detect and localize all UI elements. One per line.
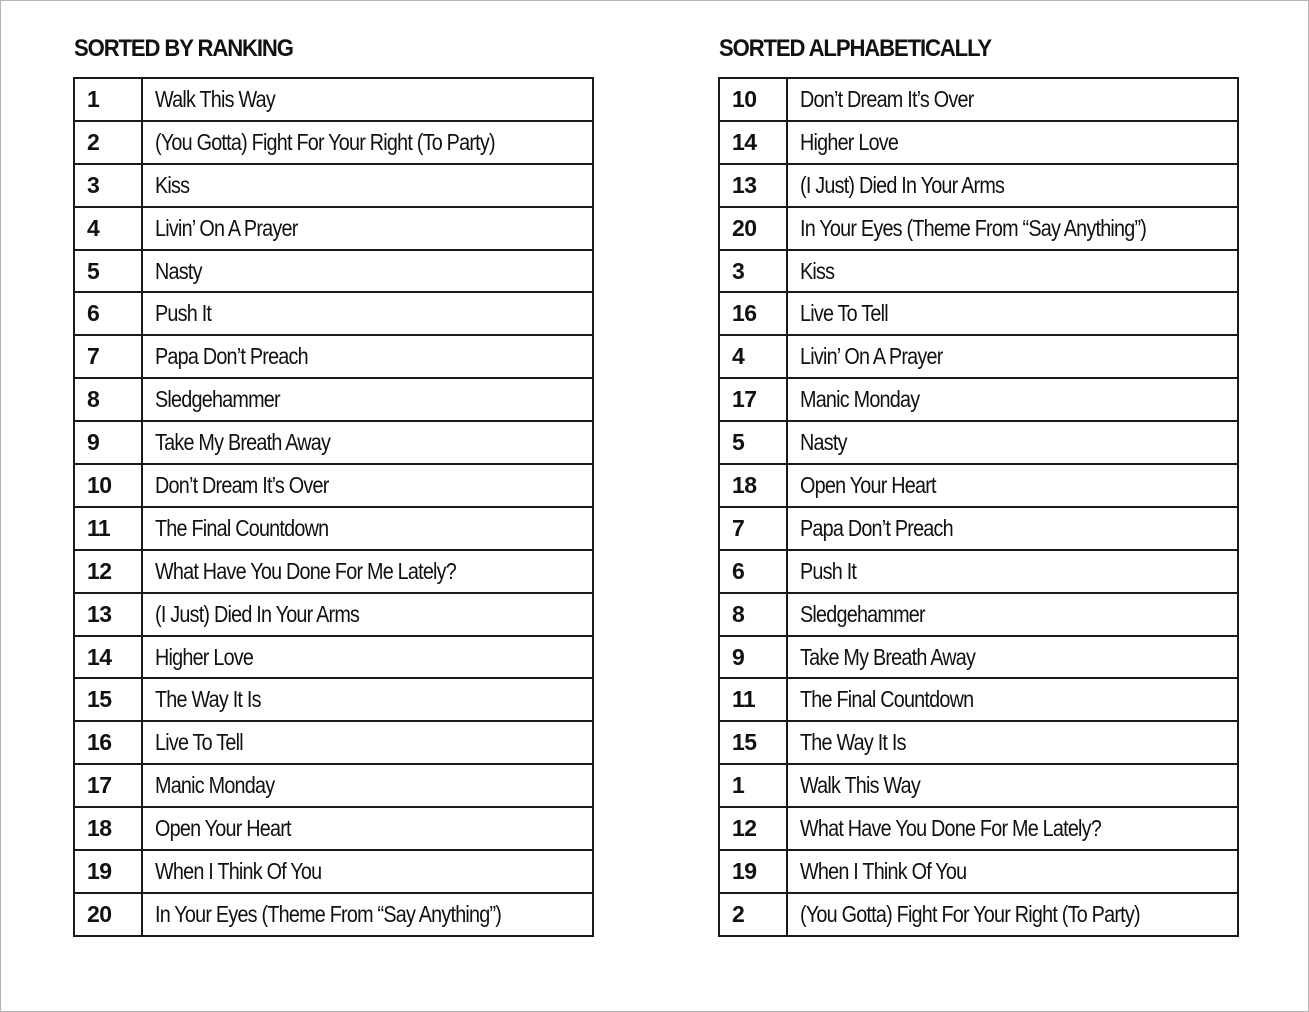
table-row (719, 550, 1238, 593)
rank-number: 20 (74, 893, 142, 936)
rank-number: 5 (74, 250, 142, 293)
table-row (74, 78, 593, 121)
song-title: Take My Breath Away (800, 643, 976, 670)
song-title-cell (787, 893, 1238, 936)
rank-number: 12 (74, 550, 142, 593)
song-title: (I Just) Died In Your Arms (800, 171, 1005, 198)
rank-number: 20 (719, 207, 787, 250)
rank-number: 4 (719, 335, 787, 378)
song-title: Push It (800, 557, 857, 584)
song-title-cell (787, 507, 1238, 550)
table-row (74, 464, 593, 507)
song-title-cell (142, 807, 593, 850)
rank-number: 6 (74, 292, 142, 335)
song-title-cell (787, 250, 1238, 293)
song-title-cell (142, 292, 593, 335)
song-title-cell (787, 850, 1238, 893)
alphabetical-table (718, 77, 1239, 937)
rank-number: 7 (719, 507, 787, 550)
rank-number: 6 (719, 550, 787, 593)
ranking-table (73, 77, 594, 937)
table-row (74, 378, 593, 421)
ranking-heading: SORTED BY RANKING (74, 35, 293, 62)
song-title-cell (142, 507, 593, 550)
table-row (74, 593, 593, 636)
song-title: Sledgehammer (155, 386, 280, 413)
table-row (719, 207, 1238, 250)
song-title: Higher Love (800, 128, 899, 155)
song-title: What Have You Done For Me Lately? (800, 815, 1102, 842)
table-row (719, 292, 1238, 335)
table-row (74, 678, 593, 721)
table-row (719, 378, 1238, 421)
song-title: Don’t Dream It’s Over (800, 85, 974, 112)
song-title: Higher Love (155, 643, 254, 670)
rank-number: 14 (719, 121, 787, 164)
song-title-cell (787, 378, 1238, 421)
rank-number: 2 (74, 121, 142, 164)
song-title-cell (787, 721, 1238, 764)
table-row (719, 421, 1238, 464)
song-title-cell (142, 421, 593, 464)
song-title: Nasty (155, 257, 202, 284)
rank-number: 8 (719, 593, 787, 636)
table-row (719, 764, 1238, 807)
song-title: Kiss (800, 257, 835, 284)
table-row (719, 464, 1238, 507)
table-row (719, 164, 1238, 207)
song-title-cell (787, 593, 1238, 636)
rank-number: 1 (74, 78, 142, 121)
song-title-cell (142, 593, 593, 636)
song-title-cell (142, 335, 593, 378)
rank-number: 13 (719, 164, 787, 207)
alphabetical-table-body (719, 78, 1238, 936)
song-title: Livin’ On A Prayer (155, 214, 298, 241)
song-title-cell (142, 721, 593, 764)
song-title-cell (787, 335, 1238, 378)
song-title-cell (787, 807, 1238, 850)
song-title: (You Gotta) Fight For Your Right (To Party) (800, 900, 1140, 927)
rank-number: 13 (74, 593, 142, 636)
rank-number: 2 (719, 893, 787, 936)
song-title-cell (142, 250, 593, 293)
rank-number: 10 (719, 78, 787, 121)
song-title: Live To Tell (155, 729, 243, 756)
song-title: Livin’ On A Prayer (800, 343, 943, 370)
song-title-cell (142, 378, 593, 421)
song-title: In Your Eyes (Theme From “Say Anything”) (155, 900, 502, 927)
song-title-cell (142, 764, 593, 807)
song-title-cell (142, 164, 593, 207)
table-row (719, 78, 1238, 121)
table-row (74, 807, 593, 850)
table-row (719, 636, 1238, 679)
song-title-cell (787, 550, 1238, 593)
ranking-table-body (74, 78, 593, 936)
rank-number: 5 (719, 421, 787, 464)
rank-number: 16 (74, 721, 142, 764)
rank-number: 12 (719, 807, 787, 850)
table-row (74, 550, 593, 593)
song-title: In Your Eyes (Theme From “Say Anything”) (800, 214, 1147, 241)
rank-number: 19 (74, 850, 142, 893)
rank-number: 9 (719, 636, 787, 679)
table-row (719, 807, 1238, 850)
song-title: Sledgehammer (800, 600, 925, 627)
song-title: Papa Don’t Preach (800, 514, 953, 541)
rank-number: 8 (74, 378, 142, 421)
song-title-cell (787, 678, 1238, 721)
table-row (719, 850, 1238, 893)
rank-number: 19 (719, 850, 787, 893)
rank-number: 15 (719, 721, 787, 764)
song-title-cell (787, 78, 1238, 121)
table-row (74, 207, 593, 250)
rank-number: 3 (719, 250, 787, 293)
song-title-cell (142, 850, 593, 893)
song-title-cell (142, 464, 593, 507)
rank-number: 17 (719, 378, 787, 421)
song-title: Papa Don’t Preach (155, 343, 308, 370)
song-title-cell (142, 893, 593, 936)
song-title-cell (787, 636, 1238, 679)
table-row (74, 764, 593, 807)
table-row (74, 893, 593, 936)
rank-number: 17 (74, 764, 142, 807)
song-title-cell (142, 636, 593, 679)
song-title: Open Your Heart (155, 815, 291, 842)
table-row (74, 507, 593, 550)
song-title-cell (787, 421, 1238, 464)
table-row (74, 250, 593, 293)
rank-number: 1 (719, 764, 787, 807)
song-title-cell (787, 121, 1238, 164)
song-title: The Final Countdown (155, 514, 329, 541)
song-title: When I Think Of You (155, 857, 322, 884)
song-title-cell (787, 292, 1238, 335)
table-row (74, 421, 593, 464)
table-row (74, 636, 593, 679)
song-title: Nasty (800, 429, 847, 456)
song-title-cell (142, 678, 593, 721)
table-row (74, 164, 593, 207)
table-row (719, 335, 1238, 378)
table-row (719, 678, 1238, 721)
alphabetical-heading: SORTED ALPHABETICALLY (719, 35, 992, 62)
song-title-cell (142, 121, 593, 164)
rank-number: 18 (74, 807, 142, 850)
song-title: Kiss (155, 171, 190, 198)
table-row (74, 850, 593, 893)
rank-number: 11 (719, 678, 787, 721)
song-title: When I Think Of You (800, 857, 967, 884)
table-row (74, 121, 593, 164)
song-title: What Have You Done For Me Lately? (155, 557, 457, 584)
rank-number: 14 (74, 636, 142, 679)
table-row (719, 721, 1238, 764)
song-title: (You Gotta) Fight For Your Right (To Party) (155, 128, 495, 155)
song-title: Manic Monday (155, 772, 275, 799)
song-title: Walk This Way (155, 85, 275, 112)
rank-number: 16 (719, 292, 787, 335)
table-row (719, 250, 1238, 293)
rank-number: 15 (74, 678, 142, 721)
song-title: The Way It Is (155, 686, 261, 713)
song-title: Walk This Way (800, 772, 920, 799)
song-title: Open Your Heart (800, 471, 936, 498)
song-title: (I Just) Died In Your Arms (155, 600, 360, 627)
rank-number: 18 (719, 464, 787, 507)
song-title: Live To Tell (800, 300, 888, 327)
song-title: Take My Breath Away (155, 429, 331, 456)
song-title-cell (787, 164, 1238, 207)
table-row (719, 121, 1238, 164)
song-title: Push It (155, 300, 212, 327)
rank-number: 7 (74, 335, 142, 378)
song-title: The Final Countdown (800, 686, 974, 713)
table-row (74, 292, 593, 335)
song-title: Manic Monday (800, 386, 920, 413)
rank-number: 9 (74, 421, 142, 464)
song-title: The Way It Is (800, 729, 906, 756)
rank-number: 3 (74, 164, 142, 207)
table-row (719, 593, 1238, 636)
table-row (74, 721, 593, 764)
song-title-cell (142, 207, 593, 250)
song-title-cell (787, 207, 1238, 250)
rank-number: 11 (74, 507, 142, 550)
song-title-cell (142, 78, 593, 121)
rank-number: 4 (74, 207, 142, 250)
song-title-cell (787, 464, 1238, 507)
song-title-cell (787, 764, 1238, 807)
table-row (719, 893, 1238, 936)
song-title: Don’t Dream It’s Over (155, 471, 329, 498)
table-row (719, 507, 1238, 550)
table-row (74, 335, 593, 378)
rank-number: 10 (74, 464, 142, 507)
song-title-cell (142, 550, 593, 593)
